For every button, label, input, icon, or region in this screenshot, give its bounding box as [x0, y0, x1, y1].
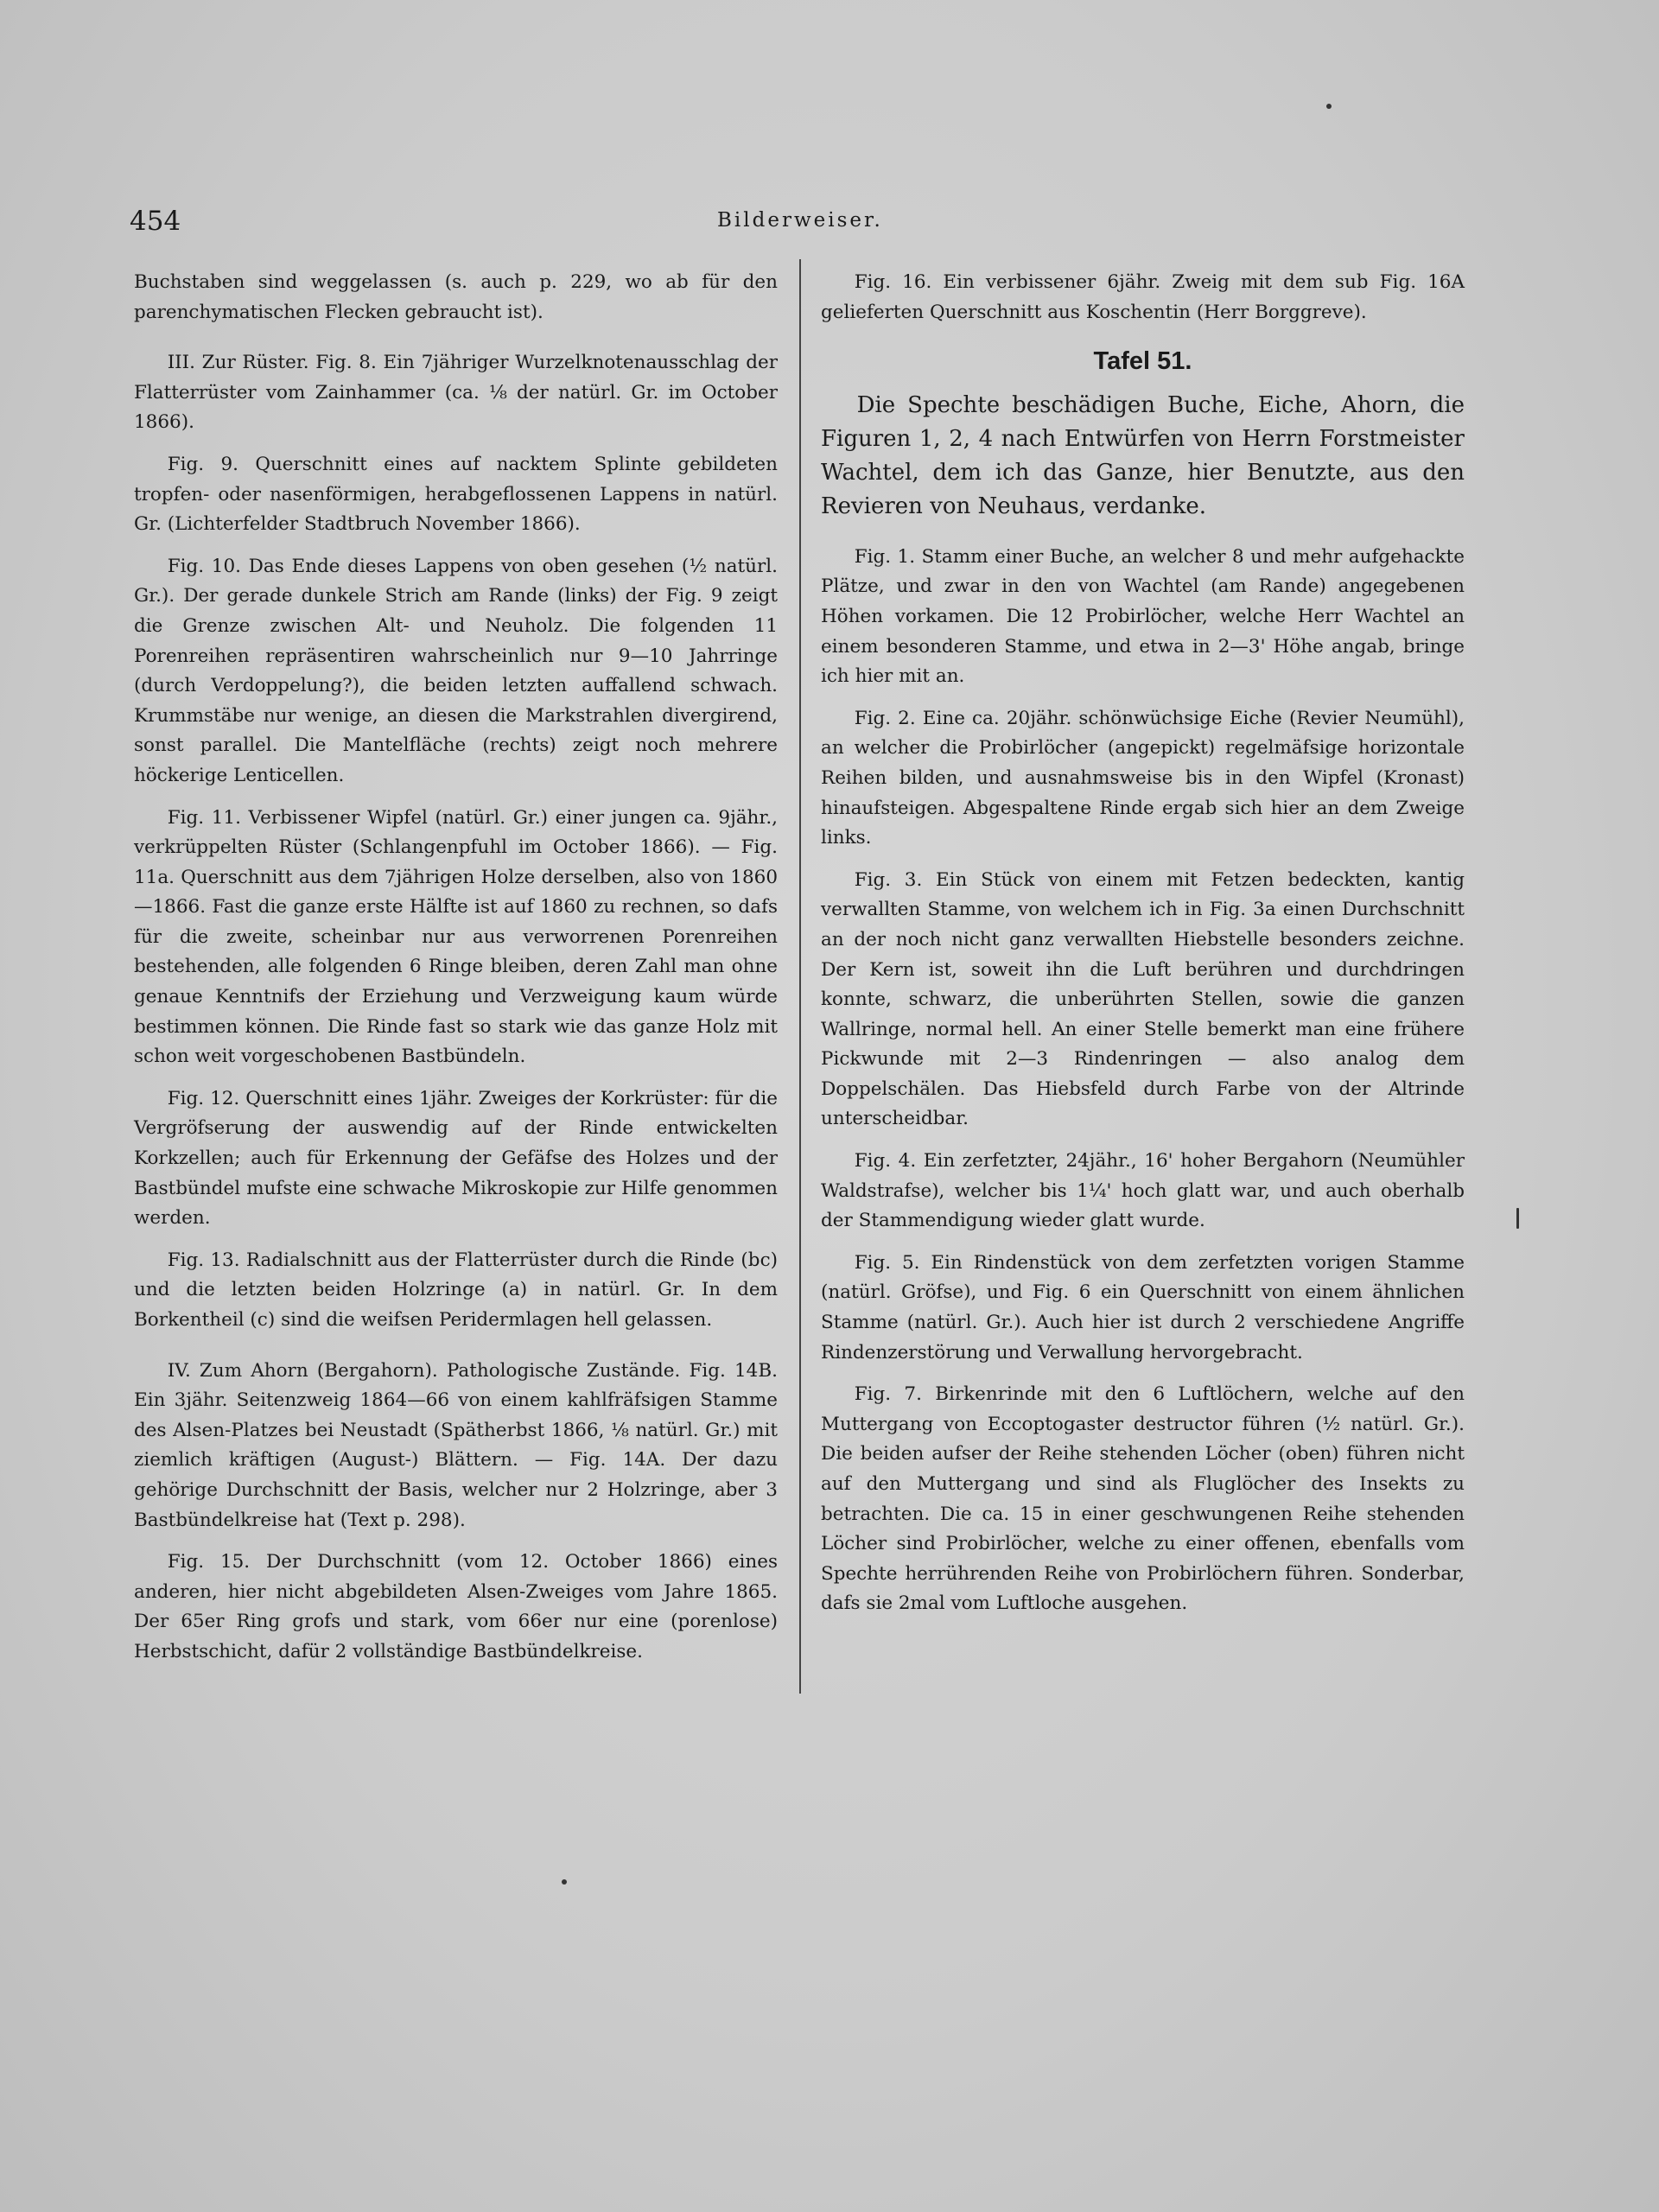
left-column: [134, 268, 778, 1680]
paragraph-fig-5: Fig. 5. Ein Rindenstück von dem zerfetzten vorigen Stamme (natürl. Gröfse), und Fig. 6 ein Querschnitt von einem ähnlichen Stamme (natürl. Gr.). Auch hier ist durch 2 verschiedene Angriffe Rindenzerstörung und Verwallung hervorgebracht.: [821, 1251, 1465, 1363]
paragraph-fig-9: Fig. 9. Querschnitt eines auf nacktem Splinte gebildeten tropfen- oder nasenförmigen, herabgeflossenen Lappens in natürl. Gr. (Lichterfelder Stadtbruch November 1866).: [134, 453, 778, 536]
paragraph-fig-7: Fig. 7. Birkenrinde mit den 6 Luftlöchern, welche auf den Muttergang von Eccoptogaster destructor führen (½ natürl. Gr.). Die beiden aufser der Reihe stehenden Löcher (oben) führen nicht auf den Muttergang und sind als Fluglöcher des Insekts zu betrachten. Die ca. 15 in einer geschwungenen Reihe stehenden Löcher sind Probirlöcher, welche zu einer offenen, ebenfalls vom Spechte herrührenden Reihe von Probirlöchern führen. Sonderbar, dafs sie 2mal vom Luftloche ausgehen.: [821, 1383, 1465, 1615]
paragraph-continuation: Buchstaben sind weggelassen (s. auch p. 229, wo ab für den parenchymatischen Flecken gebraucht ist).: [134, 271, 778, 323]
paragraph-fig-4: Fig. 4. Ein zerfetzter, 24jähr., 16' hoher Bergahorn (Neumühler Waldstrafse), welcher bis 1¼' hoch glatt war, und auch oberhalb der Stammendigung wieder glatt wurde.: [821, 1150, 1465, 1232]
right-column: [821, 268, 1465, 1631]
section-heading-ruester: III. Zur Rüster. Fig. 8. Ein 7jähriger Wurzelknotenausschlag der Flatterrüster vom Zainhammer (ca. ⅛ der natürl. Gr. im October 1866).: [134, 352, 778, 434]
paragraph-fig-16: Fig. 16. Ein verbissener 6jähr. Zweig mit dem sub Fig. 16A gelieferten Querschnitt aus Koschentin (Herr Borggreve).: [821, 271, 1465, 323]
page-header: [130, 206, 1469, 240]
page-number: 454: [130, 206, 181, 237]
running-title: Bilderweiser.: [717, 209, 883, 232]
tafel-intro: Die Spechte beschädigen Buche, Eiche, Ahorn, die Figuren 1, 2, 4 nach Entwürfen von Herrn Forstmeister Wachtel, dem ich das Ganze, hier Benutzte, aus den Revieren von Neuhaus, verdanke.: [821, 391, 1465, 519]
ink-speck: [562, 1879, 567, 1885]
paragraph-fig-11: Fig. 11. Verbissener Wipfel (natürl. Gr.) einer jungen ca. 9jähr., verkrüppelten Rüster (Schlangenpfuhl im October 1866). — Fig. 11a. Querschnitt aus dem 7jährigen Holze derselben, also von 1860—1866. Fast die ganze erste Hälfte ist auf 1860 zu rechnen, so dafs für die zweite, scheinbar nur aus verworrenen Porenreihen bestehenden, alle folgenden 6 Ringe bleiben, deren Zahl man ohne genaue Kenntnifs der Erziehung und Verzweigung kaum würde bestimmen können. Die Rinde fast so stark wie das ganze Holz mit schon weit vorgeschobenen Bastbündeln.: [134, 806, 778, 1068]
paragraph-fig-15: Fig. 15. Der Durchschnitt (vom 12. October 1866) eines anderen, hier nicht abgebildeten Alsen-Zweiges vom Jahre 1865. Der 65er Ring grofs und stark, vom 66er nur eine (porenlose) Herbstschicht, dafür 2 vollständige Bastbündelkreise.: [134, 1551, 778, 1662]
tafel-heading: Tafel 51.: [1093, 347, 1192, 376]
paragraph-fig-2: Fig. 2. Eine ca. 20jähr. schönwüchsige Eiche (Revier Neumühl), an welcher die Probirlöcher (angepickt) regelmäfsige horizontale Reihen bilden, und ausnahmsweise bis in den Wipfel (Kronast) hinaufsteigen. Abgespaltene Rinde ergab sich hier an dem Zweige links.: [821, 707, 1465, 849]
paragraph-fig-1: Fig. 1. Stamm einer Buche, an welcher 8 und mehr aufgehackte Plätze, und zwar in den von Wachtel (am Rande) angegebenen Höhen vorkamen. Die 12 Probirlöcher, welche Herr Wachtel an einem besonderen Stamme, und etwa in 2—3' Höhe angab, bringe ich hier mit an.: [821, 545, 1465, 688]
paragraph-fig-12: Fig. 12. Querschnitt eines 1jähr. Zweiges der Korkrüster: für die Vergröfserung der auswendig auf der Rinde entwickelten Korkzellen; auch für Erkennung der Gefäfse des Holzes und der Bastbündel mufste eine schwache Mikroskopie zur Hilfe genommen werden.: [134, 1087, 778, 1230]
paragraph-fig-10: Fig. 10. Das Ende dieses Lappens von oben gesehen (½ natürl. Gr.). Der gerade dunkele Strich am Rande (links) der Fig. 9 zeigt die Grenze zwischen Alt- und Neuholz. Die folgenden 11 Porenreihen repräsentiren wahrscheinlich nur 9—10 Jahrringe (durch Verdoppelung?), die beiden letzten auffallend schwach. Krummstäbe nur wenige, an diesen die Markstrahlen divergirend, sonst parallel. Die Mantelfläche (rechts) zeigt noch mehrere höckerige Lenticellen.: [134, 555, 778, 786]
ink-speck: [1516, 1208, 1519, 1229]
section-heading-ahorn: IV. Zum Ahorn (Bergahorn). Pathologische Zustände. Fig. 14B. Ein 3jähr. Seitenzweig 1864—66 von einem kahlfräfsigen Stamme des Alsen-Platzes bei Neustadt (Spätherbst 1866, ⅛ natürl. Gr.) mit ziemlich kräftigen (August-) Blättern. — Fig. 14A. Der dazu gehörige Durchschnitt der Basis, welcher nur 2 Holzringe, aber 3 Bastbündelkreise hat (Text p. 298).: [134, 1359, 778, 1531]
paragraph-fig-3: Fig. 3. Ein Stück von einem mit Fetzen bedeckten, kantig verwallten Stamme, von welchem ich in Fig. 3a einen Durchschnitt an der noch nicht ganz verwallten Hiebstelle besonders zeichne. Der Kern ist, soweit ihn die Luft berühren und durchdringen konnte, schwarz, die unberührten Stellen, sowie die ganzen Wallringe, normal hell. An einer Stelle bemerkt man eine frühere Pickwunde mit 2—3 Rindenringen — also analog dem Doppelschälen. Das Hiebsfeld durch Farbe von der Altrinde unterscheidbar.: [821, 868, 1465, 1130]
paragraph-fig-13: Fig. 13. Radialschnitt aus der Flatterrüster durch die Rinde (bc) und die letzten beiden Holzringe (a) in natürl. Gr. In dem Borkentheil (c) sind die weifsen Peridermlagen hell gelassen.: [134, 1249, 778, 1331]
column-divider: [799, 259, 801, 1694]
ink-speck: [1326, 104, 1332, 109]
